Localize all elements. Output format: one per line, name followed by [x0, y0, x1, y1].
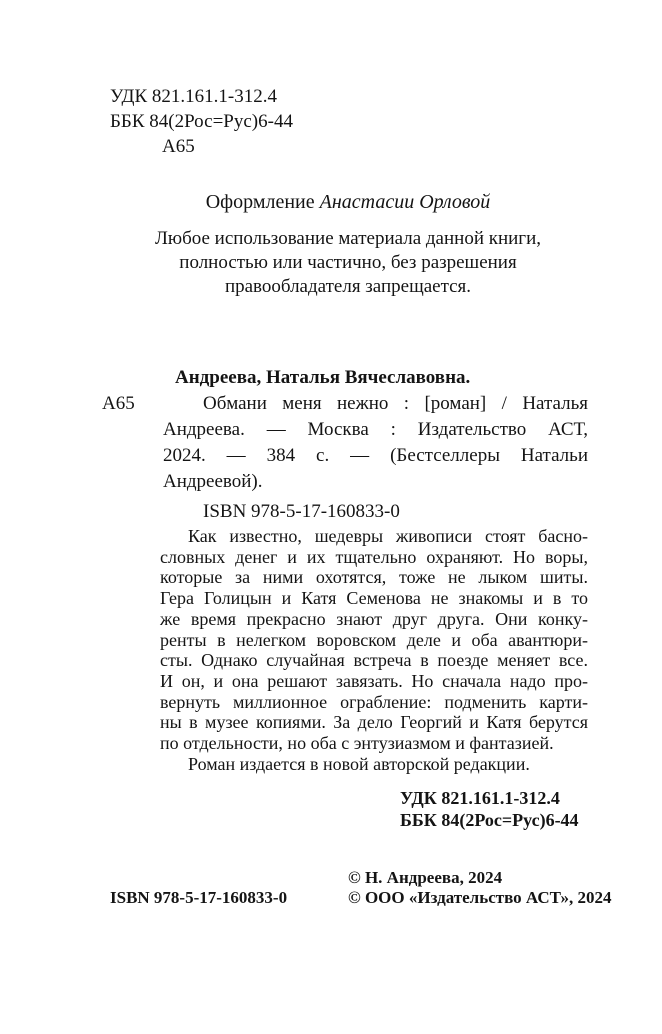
annotation-line: Гера Голицын и Катя Семенова не знакомы и в то — [160, 588, 588, 609]
top-classification-codes — [110, 84, 293, 159]
bib-line: Андреева. — Москва : Издательство АСТ, — [163, 419, 588, 440]
author-sign-code: А65 — [162, 136, 195, 157]
annotation-line: которые за ними охотятся, тоже не лыком шиты. — [160, 567, 588, 588]
design-credit-label: Оформление — [205, 191, 315, 213]
udc-code: УДК 821.161.1-312.4 — [110, 86, 277, 107]
bib-author-heading: Андреева, Наталья Вячеславовна. — [175, 367, 471, 388]
annotation-line: по отдельности, но оба с энтузиазмом и фантазией. — [160, 733, 554, 754]
annotation-line: Роман издается в новой авторской редакции. — [188, 753, 530, 774]
copyright-author: © Н. Андреева, 2024 — [348, 868, 503, 887]
annotation-line: словных денег и их тщательно охраняют. Но воры, — [160, 546, 588, 567]
bbk-code: ББК 84(2Рос=Рус)6-44 — [110, 111, 293, 132]
bib-line: 2024. — 384 с. — (Бестселлеры Натальи — [163, 445, 588, 466]
annotation-line: вернуть миллионное ограбление: подменить карти- — [160, 691, 588, 712]
designer-name: Анастасии Орловой — [319, 191, 491, 213]
bib-isbn: ISBN 978-5-17-160833-0 — [203, 501, 400, 522]
annotation-line: Как известно, шедевры живописи стоят басно- — [188, 526, 588, 546]
usage-notice-line: полностью или частично, без разрешения — [179, 252, 517, 273]
bibliographic-entry — [102, 365, 588, 525]
usage-notice-line: правообладателя запрещается. — [224, 276, 472, 297]
usage-notice-line: Любое использование материала данной книги, — [154, 228, 542, 249]
annotation-text — [160, 526, 588, 774]
annotation-line: И он, и она решают завязать. Но сначала надо про- — [160, 670, 588, 691]
copyright-publisher: © ООО «Издательство АСТ», 2024 — [348, 888, 612, 907]
bib-margin-code: А65 — [102, 393, 135, 414]
annotation-line: сты. Однако случайная встреча в поезде меняет все. — [160, 650, 588, 671]
annotation-line: же время прекрасно знают друг друга. Они конку- — [160, 608, 588, 629]
bib-line: Андреевой). — [163, 471, 263, 492]
usage-restriction-notice — [108, 227, 588, 299]
bottom-classification-codes — [400, 788, 579, 831]
bib-line: Обмани меня нежно : [роман] / Наталья — [203, 393, 588, 414]
annotation-line: ренты в нелегком воровском деле и оба авантюри- — [160, 629, 588, 650]
annotation-line: ны в музее копиями. За дело Георгий и Катя берутся — [160, 712, 588, 733]
copyright-block — [348, 868, 612, 908]
bbk-code-bottom: ББК 84(2Рос=Рус)6-44 — [400, 809, 579, 830]
udc-code-bottom: УДК 821.161.1-312.4 — [400, 788, 560, 808]
footer-isbn: ISBN 978-5-17-160833-0 — [110, 888, 288, 907]
design-credit — [108, 191, 588, 214]
